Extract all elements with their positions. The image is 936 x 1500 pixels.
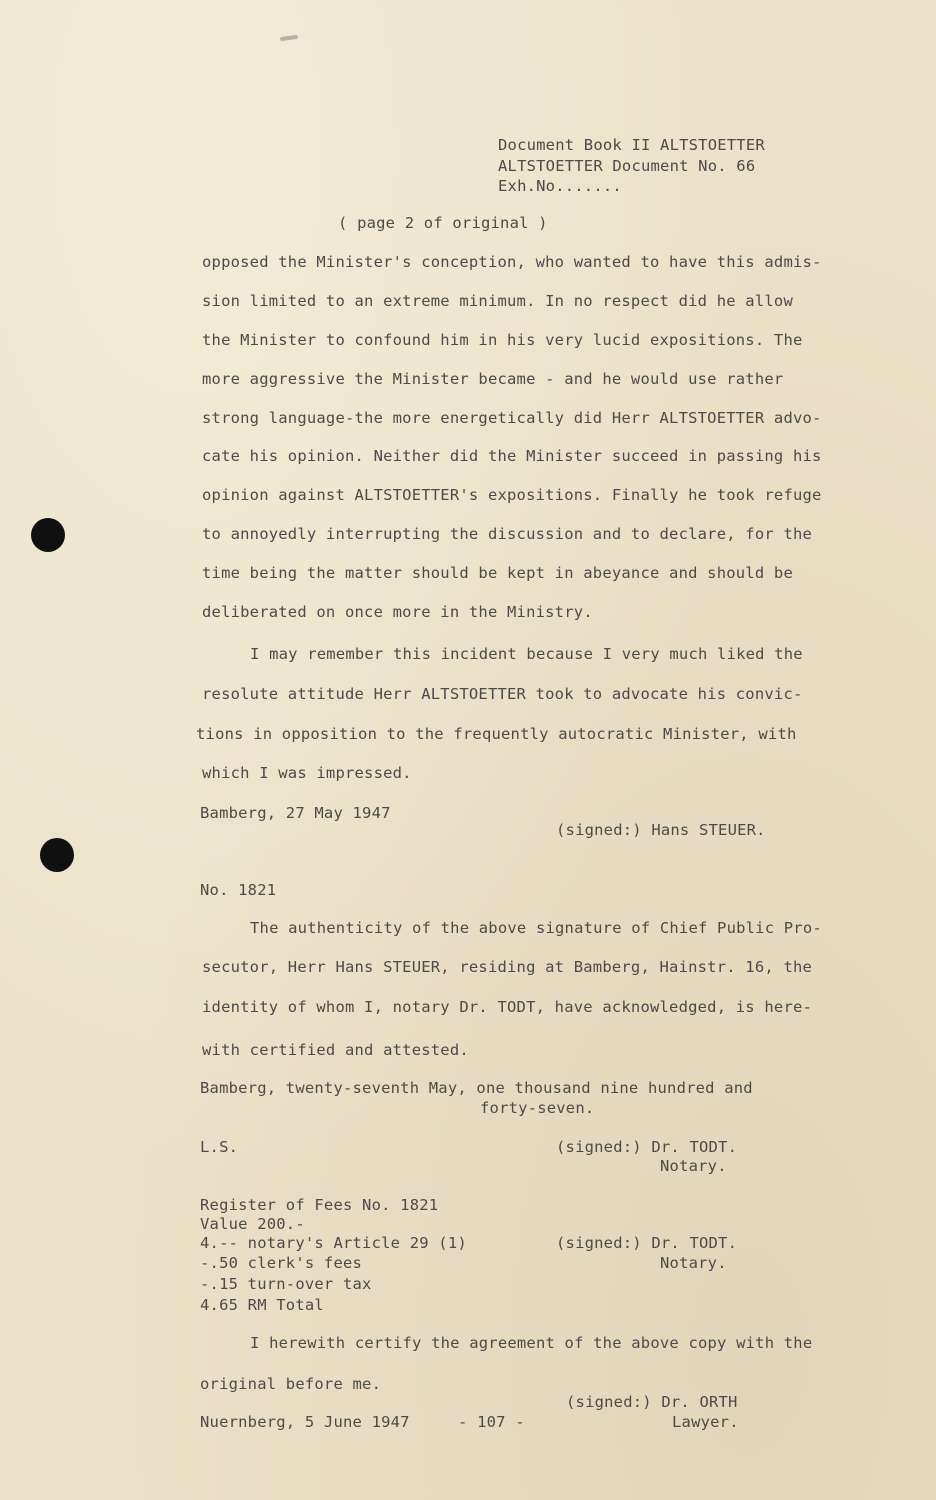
page-number: - 107 - [458,1413,525,1431]
signature-orth: (signed:) Dr. ORTH [566,1393,738,1411]
locus-sigilli: L.S. [200,1138,239,1156]
exhibit-number: Exh.No....... [498,177,622,195]
page-note: ( page 2 of original ) [338,214,548,232]
fees-item: -.50 clerk's fees [200,1254,363,1272]
place-and-date: Bamberg, 27 May 1947 [200,804,391,822]
signature-todt-fees-title: Notary. [660,1254,727,1272]
certification-line: with certified and attested. [202,1041,469,1059]
signature-steuer: (signed:) Hans STEUER. [556,821,766,839]
signature-todt: (signed:) Dr. TODT. [556,1138,738,1156]
paragraph-1-line: to annoyedly interrupting the discussion and to declare, for the [202,525,813,543]
fees-item: -.15 turn-over tax [200,1275,372,1293]
signature-orth-title: Lawyer. [672,1413,739,1431]
place-and-date-nuernberg: Nuernberg, 5 June 1947 [200,1413,410,1431]
final-certification-line: original before me. [200,1375,382,1393]
fees-item: 4.-- notary's Article 29 (1) [200,1234,467,1252]
paragraph-2-line: resolute attitude Herr ALTSTOETTER took to advocate his convic- [202,685,803,703]
punch-hole-top [31,518,65,552]
paper-smudge [280,35,298,41]
document-book-reference: Document Book II ALTSTOETTER [498,136,765,154]
place-and-date-notary: Bamberg, twenty-seventh May, one thousand nine hundred and [200,1079,753,1097]
place-and-date-notary-cont: forty-seven. [480,1099,595,1117]
signature-todt-title: Notary. [660,1157,727,1175]
paragraph-1-line: more aggressive the Minister became - and he would use rather [202,370,784,388]
document-number-reference: ALTSTOETTER Document No. 66 [498,157,756,175]
certification-line: identity of whom I, notary Dr. TODT, have acknowledged, is here- [202,998,813,1016]
paragraph-1-line: opinion against ALTSTOETTER's expositions. Finally he took refuge [202,486,822,504]
paragraph-2-line: which I was impressed. [202,764,412,782]
signature-todt-fees: (signed:) Dr. TODT. [556,1234,738,1252]
paragraph-2-line: I may remember this incident because I very much liked the [250,645,803,663]
paragraph-1-line: time being the matter should be kept in abeyance and should be [202,564,793,582]
paragraph-1-line: sion limited to an extreme minimum. In no respect did he allow [202,292,793,310]
paragraph-2-line: tions in opposition to the frequently autocratic Minister, with [196,725,797,743]
punch-hole-bottom [40,838,74,872]
fees-value: Value 200.- [200,1215,305,1233]
certification-line: secutor, Herr Hans STEUER, residing at Bamberg, Hainstr. 16, the [202,958,813,976]
paragraph-1-line: the Minister to confound him in his very lucid expositions. The [202,331,803,349]
paragraph-1-line: cate his opinion. Neither did the Minister succeed in passing his [202,447,822,465]
paragraph-1-line: deliberated on once more in the Ministry. [202,603,593,621]
final-certification-line: I herewith certify the agreement of the above copy with the [250,1334,813,1352]
paragraph-1-line: strong language-the more energetically did Herr ALTSTOETTER advo- [202,409,822,427]
certification-line: The authenticity of the above signature of Chief Public Pro- [250,919,822,937]
fees-item: 4.65 RM Total [200,1296,324,1314]
paragraph-1-line: opposed the Minister's conception, who wanted to have this admis- [202,253,822,271]
fees-register: Register of Fees No. 1821 [200,1196,439,1214]
notary-number: No. 1821 [200,881,277,899]
